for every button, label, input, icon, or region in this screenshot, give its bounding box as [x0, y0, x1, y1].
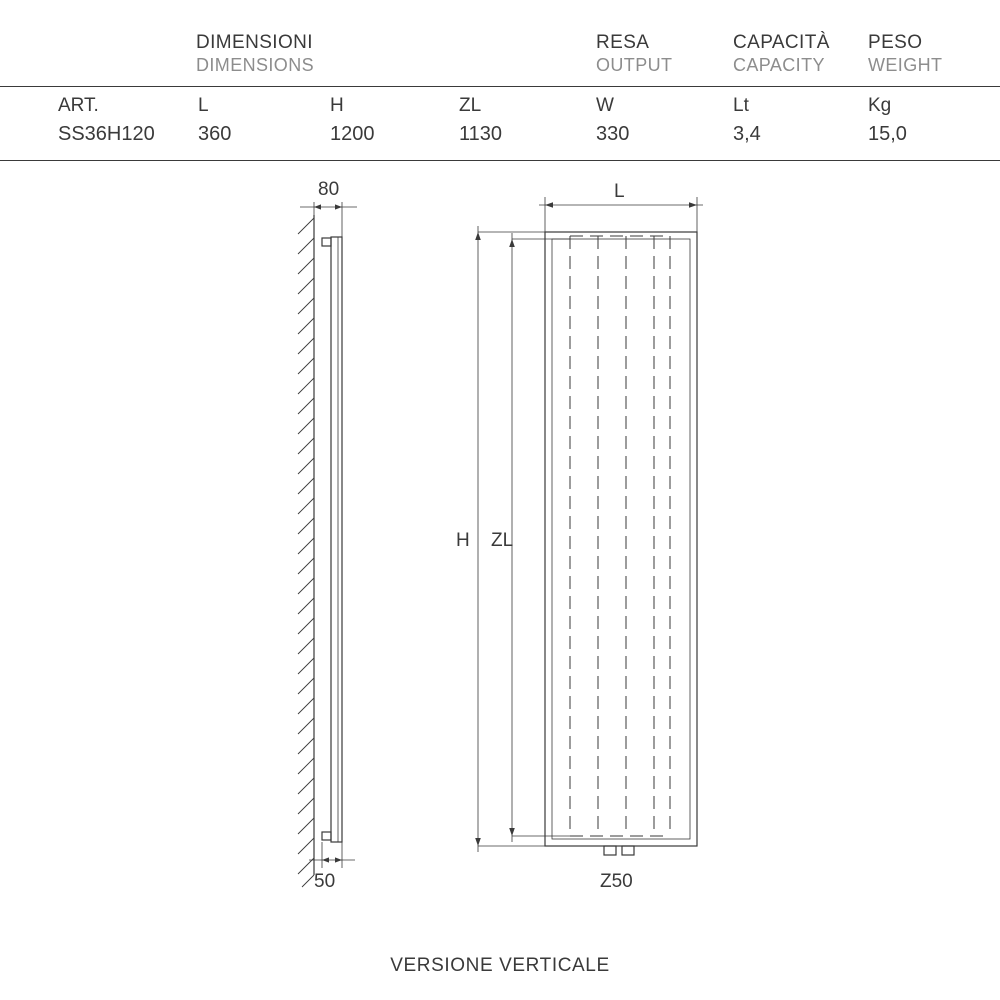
- table-rule-top: [0, 86, 1000, 87]
- row-art: SS36H120: [58, 123, 155, 145]
- h-arrow-bottom: [475, 838, 481, 846]
- l-arrow-left: [545, 202, 553, 208]
- header-resa-sub: OUTPUT: [596, 55, 673, 75]
- front-inner-body: [552, 239, 690, 839]
- technical-drawing: [0, 160, 1000, 1000]
- header-capacita-sub: CAPACITY: [733, 55, 825, 75]
- top-bracket: [322, 238, 331, 246]
- header-peso: [868, 32, 942, 76]
- column-l: L: [198, 95, 209, 116]
- depth-arrow-right: [335, 204, 342, 209]
- header-dimensioni-main: DIMENSIONI: [196, 32, 313, 53]
- header-dimensioni-sub: DIMENSIONS: [196, 55, 315, 75]
- drawing-caption: VERSIONE VERTICALE: [390, 955, 610, 976]
- bottom-bracket: [322, 832, 331, 840]
- header-resa: [596, 32, 672, 76]
- label-depth-80: 80: [318, 179, 340, 200]
- row-l: 360: [198, 123, 232, 145]
- base-arrow-right: [335, 857, 342, 862]
- header-peso-main: PESO: [868, 32, 923, 53]
- column-kg: Kg: [868, 95, 892, 116]
- column-w: W: [596, 95, 614, 116]
- bottom-connector-left: [604, 846, 616, 855]
- front-outer-body: [545, 232, 697, 846]
- label-height-h: H: [456, 530, 470, 551]
- header-capacita: [733, 32, 830, 76]
- h-arrow-top: [475, 232, 481, 240]
- bottom-connector-right: [622, 846, 634, 855]
- side-profile-body: [331, 237, 342, 842]
- drawing-canvas: [0, 160, 1000, 1000]
- internal-circuits: [570, 236, 670, 836]
- row-zl: 1130: [459, 123, 503, 145]
- header-resa-main: RESA: [596, 32, 650, 53]
- label-base-50: 50: [314, 871, 336, 892]
- header-peso-sub: WEIGHT: [868, 55, 943, 75]
- column-zl: ZL: [459, 95, 482, 116]
- front-view: [475, 197, 703, 855]
- depth-arrow-left: [314, 204, 321, 209]
- row-h: 1200: [330, 123, 375, 145]
- row-lt: 3,4: [733, 123, 761, 145]
- l-arrow-right: [689, 202, 697, 208]
- zl-arrow-bottom: [509, 828, 515, 836]
- side-view: [298, 202, 357, 887]
- column-h: H: [330, 95, 344, 116]
- zl-arrow-top: [509, 239, 515, 247]
- row-kg: 15,0: [868, 123, 907, 145]
- label-width-l: L: [614, 181, 625, 202]
- header-dimensioni: [196, 32, 314, 76]
- label-bottom-z50: Z50: [600, 871, 633, 892]
- column-lt: Lt: [733, 95, 749, 116]
- internal-headers: [570, 236, 670, 836]
- spec-table: [0, 0, 1000, 160]
- header-capacita-main: CAPACITÀ: [733, 32, 830, 53]
- wall-hatching: [298, 218, 314, 887]
- label-inner-zl: ZL: [491, 530, 514, 551]
- row-w: 330: [596, 123, 630, 145]
- column-art: ART.: [58, 95, 99, 116]
- base-arrow-left: [322, 857, 329, 862]
